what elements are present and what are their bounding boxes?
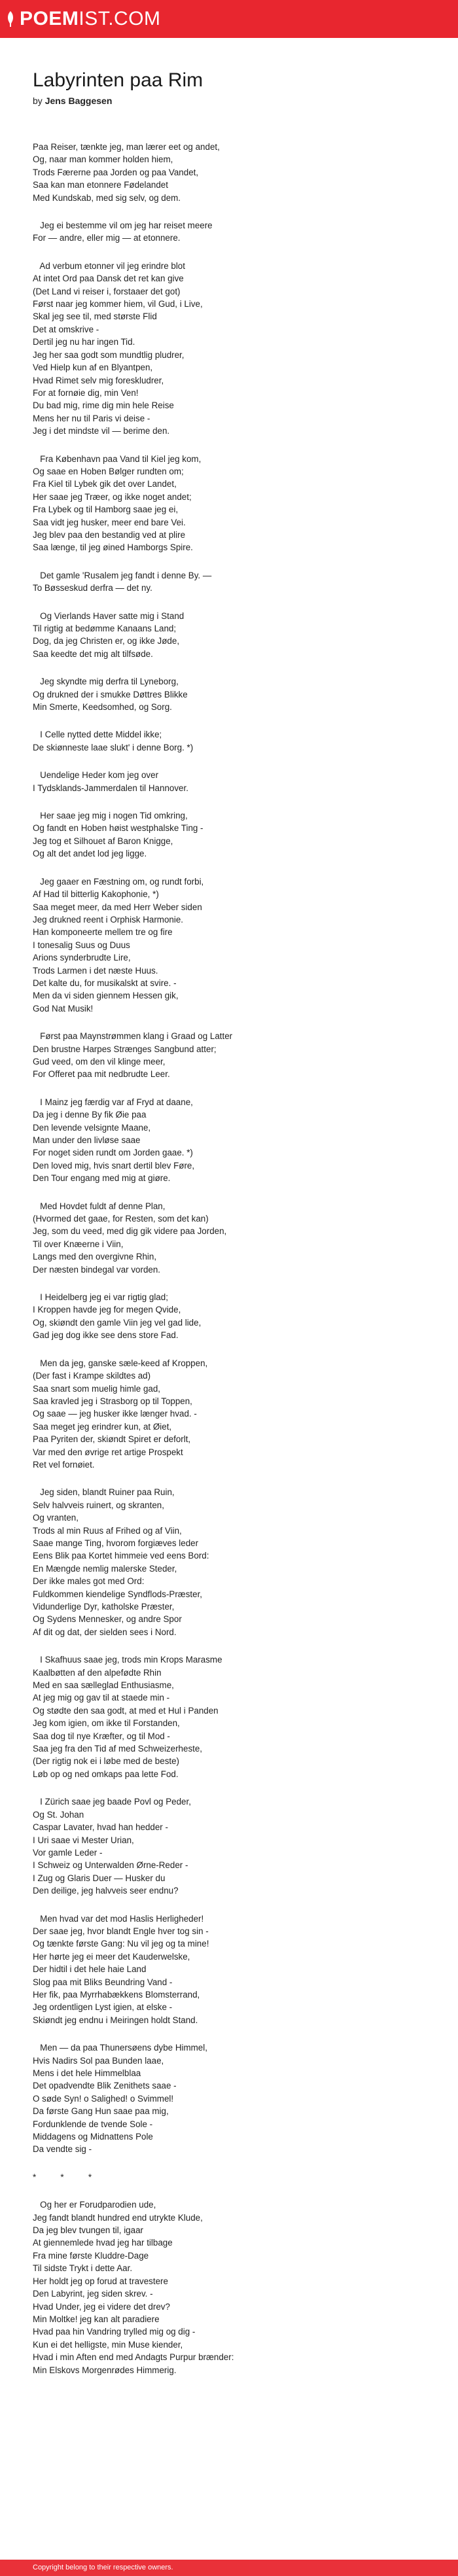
feather-pen-icon <box>5 10 16 27</box>
poem-line: Uendelige Heder kom jeg over <box>33 770 159 781</box>
poem-line: Og, naar man kommer holden hiem, <box>33 154 173 165</box>
poem-stanza <box>33 610 458 661</box>
poem-line: Jeg i det mindste vil — berime den. <box>33 426 170 436</box>
poem-line: Og vranten, <box>33 1513 79 1523</box>
poem-line: Og, skiøndt den gamle Viin jeg vel gad lide, <box>33 1317 202 1328</box>
poem-line: Fra København paa Vand til Kiel jeg kom, <box>33 453 202 464</box>
poem-line: Hvad paa hin Vandring trylled mig og dig - <box>33 2327 196 2337</box>
poem-line: To Bøsseskud derfra — det ny. <box>33 583 152 593</box>
poem-line: Middagens og Midnattens Pole <box>33 2132 153 2142</box>
poem-line: Arions synderbrudte Lire, <box>33 953 131 963</box>
poem-line: Og fandt en Hoben høist westphalske Ting - <box>33 823 203 834</box>
poem-line: Fuldkommen kiendelige Syndflods-Præster, <box>33 1589 203 1599</box>
poem-line: Saa dog til nye Kræfter, og til Mod - <box>33 1731 170 1741</box>
poem-line: (Det Land vi reiser i, forstaaer det got) <box>33 286 181 296</box>
poem-line: Han komponeerte mellem tre og fire <box>33 927 173 938</box>
poem-line: Du bad mig, rime dig min hele Reise <box>33 400 174 411</box>
poem-line: Der næsten bindegal var vorden. <box>33 1264 161 1275</box>
poem-stanza <box>33 260 458 438</box>
poem-line: (Der fast i Krampe skildtes ad) <box>33 1371 151 1381</box>
poem-line: Slog paa mit Bliks Beundring Vand - <box>33 1977 173 1987</box>
poem-line: For Offeret paa mit nedbrudte Leer. <box>33 1069 170 1080</box>
poem-stanza <box>33 1795 458 1897</box>
poem-line: Men da jeg, ganske sæle-keed af Kroppen, <box>33 1358 208 1368</box>
poem-line: Selv halvveis ruinert, og skranten, <box>33 1500 164 1510</box>
poem-line: Den brustne Harpes Strænges Sangbund atter; <box>33 1044 217 1054</box>
poem-line: Da første Gang Hun saae paa mig, <box>33 2106 169 2117</box>
poem-line: Det gamle 'Rusalem jeg fandt i denne By. — <box>33 570 212 580</box>
poem-line: Langs med den overgivne Rhin, <box>33 1252 157 1262</box>
top-bar <box>0 0 458 38</box>
poem-line: Og drukned der i smukke Døttres Blikke <box>33 689 188 699</box>
poem-line: Løb op og ned omkaps paa lette Fod. <box>33 1769 179 1779</box>
poem-line: Saa jeg fra den Tid af med Schweizerheste, <box>33 1744 203 1754</box>
poem-line: Min Moltke! jeg kan alt paradiere <box>33 2314 160 2324</box>
poem-line: Til rigtig at bedømme Kanaans Land; <box>33 624 177 633</box>
poem-line: Her holdt jeg op forud at travestere <box>33 2276 168 2286</box>
poem-line: Saa snart som muelig himle gad, <box>33 1383 161 1394</box>
by-label: by <box>33 96 43 106</box>
poem-stanza <box>33 1096 458 1185</box>
poem-line: God Nat Musik! <box>33 1003 94 1014</box>
poem-line: Og alt det andet lod jeg ligge. <box>33 849 147 859</box>
poem-line: I Schweiz og Unterwalden Ørne-Reder - <box>33 1860 188 1871</box>
poem-line: Til over Knæerne i Viin, <box>33 1239 124 1249</box>
poem-line: Først paa Maynstrømmen klang i Graad og Latter <box>33 1031 233 1042</box>
poem-line: Fordunklende de tvende Sole - <box>33 2119 153 2129</box>
poem-line: Saa vidt jeg husker, meer end bare Vei. <box>33 517 186 527</box>
poem-line: Men — da paa Thunersøens dybe Himmel, <box>33 2043 207 2053</box>
poem-line: Trods al min Ruus af Frihed og af Viin, <box>33 1525 182 1536</box>
poem-line: Saa meget meer, da med Herr Weber siden <box>33 902 202 912</box>
poem-line: Af Had til bitterlig Kakophonie, *) <box>33 889 159 900</box>
poem-line: Dertil jeg nu har ingen Tid. <box>33 337 135 347</box>
poem-line: Og her er Forudparodien ude, <box>33 2200 156 2210</box>
poem-stanza <box>33 728 458 754</box>
poem-line: Her saae jeg mig i nogen Tid omkring, <box>33 811 188 821</box>
poem-stanza <box>33 569 458 595</box>
poem-line: Jeg ei bestemme vil om jeg har reiset meere <box>33 221 213 231</box>
poem-line: Hvad Under, jeg ei videre det drev? <box>33 2301 170 2312</box>
poem-line: At jeg mig og gav til at staede min - <box>33 1693 170 1703</box>
poem-line: Kun ei det helligste, min Muse kiender, <box>33 2339 183 2350</box>
poem-line: Den deilige, jeg halvveis seer endnu? <box>33 1886 179 1896</box>
poem-line: Og saae en Hoben Bølger rundten om; <box>33 466 184 476</box>
poem-line: Gad jeg dog ikke see dens store Fad. <box>33 1330 179 1341</box>
poem-line: Den levende velsignte Maane, <box>33 1122 151 1133</box>
poem-line: Der ikke males got med Ord: <box>33 1576 145 1587</box>
poem-line: At giennemlede hvad jeg har tilbage <box>33 2238 173 2248</box>
poem-title: Labyrinten paa Rim <box>33 69 203 91</box>
poem-line: Og Sydens Mennesker, og andre Spor <box>33 1614 182 1625</box>
poem-line: For at fornøie dig, min Ven! <box>33 387 139 398</box>
poem-stanza <box>33 1030 458 1081</box>
poem-line: Først naar jeg kommer hiem, vil Gud, i Live, <box>33 299 203 309</box>
poem-line: Fra mine første Kluddre-Dage <box>33 2250 149 2261</box>
poem-line: Med en saa sælleglad Enthusiasme, <box>33 1680 174 1691</box>
poem-line: Det kalte du, for musikalskt at svire. - <box>33 978 177 988</box>
poem-line: Var med den øvrige ret artige Prospekt <box>33 1447 183 1457</box>
poem-line: Hvad i min Aften end med Andagts Purpur brænder: <box>33 2352 234 2363</box>
poem-line: Paa Reiser, tænkte jeg, man lærer eet og andet, <box>33 142 220 152</box>
poem-line: Hvis Nadirs Sol paa Bunden laae, <box>33 2055 164 2066</box>
poem-line: Trods Færerne paa Jorden og paa Vandet, <box>33 167 199 177</box>
poem-line: Med Kundskab, med sig selv, og dem. <box>33 192 181 203</box>
poem-line: Og saae — jeg husker ikke længer hvad. - <box>33 1409 197 1419</box>
poem-stanza <box>33 1200 458 1276</box>
poem-line: (Der rigtig nok ei i løbe med de beste) <box>33 1756 180 1767</box>
poem-line: Og stødte den saa godt, at med et Hul i Panden <box>33 1705 219 1716</box>
poem-line: Og tænkte første Gang: Nu vil jeg og ta mine! <box>33 1939 209 1949</box>
poem-line: Og St. Johan <box>33 1809 84 1820</box>
poem-stanza <box>33 453 458 554</box>
poem-stanza <box>33 809 458 860</box>
poem-line: Fra Lybek og til Hamborg saae jeg ei, <box>33 504 179 515</box>
poem-stanza <box>33 2198 458 2376</box>
poem-line: Trods Larmen i det næste Huus. <box>33 965 158 976</box>
poem-stanza <box>33 2171 458 2183</box>
poem-stanza <box>33 1653 458 1780</box>
poem-line: I Celle nytted dette Middel ikke; <box>33 730 162 740</box>
poem-line: Jeg gaaer en Fæstning om, og rundt forbi, <box>33 876 204 887</box>
poem-stanza <box>33 2041 458 2156</box>
poem-line: Her fik, paa Myrrhabækkens Blomsterrand, <box>33 1989 200 2000</box>
poem-line: Jeg kom igien, om ikke til Forstanden, <box>33 1718 180 1729</box>
poem-line: Men hvad var det mod Haslis Herligheder! <box>33 1913 204 1924</box>
poem-line: I tonesalig Suus og Duus <box>33 940 130 950</box>
poem-line: Mens her nu til Paris vi deise - <box>33 413 150 423</box>
poem-line: Jeg ordentligen Lyst igien, at elske - <box>33 2002 173 2013</box>
poem-line: Man under den livløse saae <box>33 1135 141 1145</box>
poem-line: I Skafhuus saae jeg, trods min Krops Marasme <box>33 1655 222 1665</box>
poem-line: Jeg fandt blandt hundred end utrykte Klude, <box>33 2212 203 2223</box>
poem-line: Ret vel fornøiet. <box>33 1459 95 1470</box>
poem-stanza <box>33 141 458 204</box>
poem-line: Den Tour engang med mig at giøre. <box>33 1173 171 1184</box>
poem-line: Min Elskovs Morgenrødes Himmerig. <box>33 2365 177 2375</box>
poem-line: I Zug og Glaris Duer — Husker du <box>33 1873 166 1883</box>
poem-line: Den Labyrint, jeg siden skrev. - <box>33 2289 153 2299</box>
poem-stanza <box>33 875 458 1015</box>
poem-line: Her hørte jeg ei meer det Kauderwelske, <box>33 1951 190 1962</box>
poem-line: Da vendte sig - <box>33 2144 92 2155</box>
poem-stanza <box>33 219 458 245</box>
site-logo[interactable] <box>5 9 161 29</box>
poem-body <box>33 141 458 2376</box>
poem-line: I Uri saae vi Mester Urian, <box>33 1835 134 1845</box>
poem-line: Jeg her saa godt som mundtlig pludrer, <box>33 349 185 360</box>
poem-line: Skal jeg see til, med største Flid <box>33 311 157 322</box>
poem-line: Jeg skyndte mig derfra til Lyneborg, <box>33 677 179 687</box>
poem-line: Fra Kiel til Lybek gik det over Landet, <box>33 479 177 489</box>
poem-line: Her saae jeg Træer, og ikke noget andet; <box>33 491 192 502</box>
poem-line: En Mængde nemlig malerske Steder, <box>33 1563 177 1574</box>
poem-line: Kaalbøtten af den alpefødte Rhin <box>33 1667 162 1678</box>
logo-text-poem: POEM <box>20 8 79 29</box>
poem-line: Da jeg i denne By fik Øie paa <box>33 1110 147 1120</box>
poem-line: Caspar Lavater, hvad han hedder - <box>33 1822 168 1833</box>
poem-line: Saa kravled jeg i Strasborg op til Toppen, <box>33 1396 192 1406</box>
poem-line: Jeg tog et Silhouet af Baron Knigge, <box>33 836 173 846</box>
poem-line: Gud veed, om den vil klinge meer, <box>33 1056 166 1067</box>
poem-stanza <box>33 1291 458 1342</box>
author-link[interactable]: Jens Baggesen <box>44 96 113 106</box>
poem-line: Saa keedte det mig alt tilfsøde. <box>33 648 153 659</box>
poem-line: (Hvormed det gaae, for Resten, som det kan) <box>33 1214 209 1224</box>
poem-line: Vor gamle Leder - <box>33 1847 103 1858</box>
poem-line: Til sidste Trykt i dette Aar. <box>33 2263 133 2274</box>
poem-line: Saa længe, til jeg øined Hamborgs Spire. <box>33 542 193 553</box>
poem-line: Mens i det hele Himmelblaa <box>33 2068 141 2078</box>
poem-line: Og Vierlands Haver satte mig i Stand <box>33 610 185 621</box>
poem-line: I Mainz jeg færdig var af Fryd at daane, <box>33 1097 193 1107</box>
poem-line: Jeg blev paa den bestandig ved at plire <box>33 529 186 540</box>
poem-line: Der saae jeg, hvor blandt Engle hver tog sin - <box>33 1926 209 1936</box>
poem-line: Ad verbum etonner vil jeg erindre blot <box>33 260 185 271</box>
poem-line: I Heidelberg jeg ei var rigtig glad; <box>33 1292 168 1303</box>
poem-line: * * * <box>33 2172 92 2182</box>
poem-line: Saae mange Ting, hvorom forgiæves leder <box>33 1538 199 1548</box>
poem-line: Med Hovdet fuldt af denne Plan, <box>33 1201 166 1211</box>
poem-stanza <box>33 1913 458 2027</box>
poem-line: Den loved mig, hvis snart dertil blev Føre, <box>33 1160 195 1171</box>
poem-line: Eens Blik paa Kortet himmeie ved eens Bord: <box>33 1551 209 1561</box>
poem-stanza <box>33 769 458 794</box>
poem-line: Da jeg blev tvungen til, igaar <box>33 2225 143 2236</box>
poem-line: Skiøndt jeg endnu i Meiringen holdt Stand. <box>33 2015 198 2025</box>
poem-line: O søde Syn! o Salighed! o Svimmel! <box>33 2093 174 2104</box>
poem-line: Af dit og dat, der sielden sees i Nord. <box>33 1627 177 1637</box>
poem-line: Hvad Rimet selv mig foreskludrer, <box>33 375 164 385</box>
byline <box>33 96 458 106</box>
poem-line: Saa meget jeg erindrer kun, at Øiet, <box>33 1421 172 1432</box>
poem-line: Saa kan man etonnere Fødelandet <box>33 180 168 190</box>
poem-line: At intet Ord paa Dansk det ret kan give <box>33 273 184 284</box>
poem-line: Min Smerte, Keedsomhed, og Sorg. <box>33 702 172 713</box>
main-content <box>0 38 458 2376</box>
poem-line: Der hidtil i det hele haie Land <box>33 1964 147 1975</box>
logo-text-ist: IST.COM <box>79 8 161 29</box>
poem-line: Jeg siden, blandt Ruiner paa Ruin, <box>33 1487 175 1498</box>
poem-line: Ved Hielp kun af en Blyantpen, <box>33 362 153 373</box>
poem-line: Jeg, som du veed, med dig gik videre paa Jorden, <box>33 1226 227 1237</box>
poem-line: I Tydsklands-Jammerdalen til Hannover. <box>33 783 188 793</box>
poem-line: Men da vi siden giennem Hessen gik, <box>33 991 179 1001</box>
poem-stanza <box>33 675 458 713</box>
footer: Copyright belong to their respective owners. <box>0 2560 458 2576</box>
poem-line: Paa Pyriten der, skiøndt Spiret er deforlt, <box>33 1434 191 1445</box>
poem-stanza <box>33 1486 458 1638</box>
poem-line: Dog, da jeg Christen er, og ikke Jøde, <box>33 636 180 646</box>
poem-line: Det opadvendte Blik Zenithets saae - <box>33 2081 177 2091</box>
poem-line: For — andre, eller mig — at etonnere. <box>33 233 181 243</box>
poem-line: I Zürich saae jeg baade Povl og Peder, <box>33 1797 191 1807</box>
poem-stanza <box>33 1357 458 1472</box>
poem-line: Vidunderlige Dyr, katholske Præster, <box>33 1602 175 1612</box>
poem-line: De skiønneste laae slukt' i denne Borg. *) <box>33 742 194 752</box>
poem-line: For noget siden rundt om Jorden gaae. *) <box>33 1148 193 1158</box>
poem-line: Jeg drukned reent i Orphisk Harmonie. <box>33 914 183 925</box>
poem-line: I Kroppen havde jeg for megen Qvide, <box>33 1305 181 1315</box>
poem-line: Det at omskrive - <box>33 324 99 334</box>
